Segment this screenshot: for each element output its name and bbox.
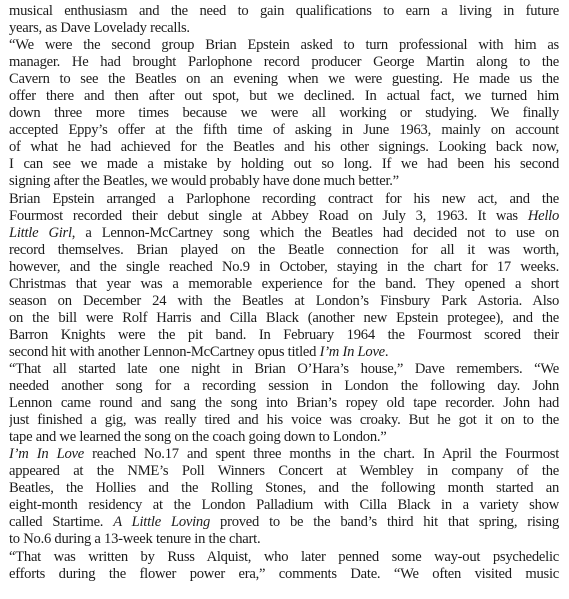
- text-run: Beatles, the Hollies and the Rolling Stones, and the following month started an: [9, 480, 559, 497]
- italic-title: Hello: [527, 207, 559, 224]
- text-line: [9, 293, 559, 310]
- text-run: .: [384, 343, 389, 360]
- text-line: [9, 122, 559, 139]
- text-line: [9, 361, 559, 378]
- text-run: Fourmost recorded their debut single at Abbey Road on July 3, 1963. It was: [9, 207, 528, 224]
- text-run: to No.6 during a 13-week tenure in the chart.: [9, 531, 261, 548]
- text-line: [9, 549, 559, 566]
- text-line: [9, 566, 559, 583]
- italic-title: A Little Loving: [113, 514, 211, 531]
- text-line: [9, 191, 559, 208]
- text-line: [9, 344, 559, 361]
- text-run: Barron Knights were the pit band. In February 1964 the Fourmost scored their: [9, 326, 559, 343]
- text-line: [9, 139, 559, 156]
- text-line: [9, 531, 559, 548]
- italic-title: I’m In Love: [9, 446, 84, 463]
- text-line: [9, 3, 559, 20]
- text-run: second hit with another Lennon-McCartney opus titled: [9, 343, 320, 360]
- text-line: [9, 88, 559, 105]
- text-line: [9, 480, 559, 497]
- text-run: tape and we learned the song on the coach going down to London.”: [9, 429, 387, 446]
- text-run: manager. He had brought Parlophone record producer George Martin along to the: [9, 54, 559, 71]
- text-run: however, and the single reached No.9 in October, staying in the chart for 17 weeks.: [9, 258, 559, 275]
- text-line: [9, 463, 559, 480]
- text-run: offer there and then after out spot, but we declined. In actual fact, we turned him: [9, 88, 559, 105]
- text-run: Brian Epstein arranged a Parlophone recording contract for his new act, and the: [9, 190, 559, 207]
- text-line: [9, 514, 559, 531]
- text-run: appeared at the NME’s Poll Winners Concert at Wembley in company of the: [9, 463, 559, 480]
- text-run: just finished a gig, was really tired and his voice was croaky. But he got it on to the: [9, 412, 559, 429]
- text-line: [9, 259, 559, 276]
- text-line: [9, 497, 559, 514]
- text-run: signing after the Beatles, we would probably have done much better.”: [9, 173, 399, 190]
- text-run: on the bill were Rolf Harris and Cilla Black (another new Epstein protegee), and the: [9, 309, 559, 326]
- text-line: [9, 105, 559, 122]
- text-line: [9, 378, 559, 395]
- text-run: Cavern to see the Beatles on an evening when we were guesting. He made us the: [9, 71, 559, 88]
- text-run: I can see we made a mistake by holding out so long. If we had been his second: [9, 156, 559, 173]
- text-line: [9, 429, 559, 446]
- text-line: [9, 242, 559, 259]
- text-line: [9, 20, 559, 37]
- text-run: Lennon came round and sang the song into Brian’s ropey old tape recorder. John had: [9, 395, 559, 412]
- text-run: eight-month residency at the London Palladium with Cilla Black in a variety show: [9, 497, 559, 514]
- text-line: [9, 446, 559, 463]
- text-run: years, as Dave Lovelady recalls.: [9, 20, 190, 37]
- text-line: [9, 208, 559, 225]
- text-run: “We were the second group Brian Epstein asked to turn professional with him as: [9, 37, 559, 54]
- text-run: proved to be the band’s third hit that spring, rising: [210, 514, 559, 531]
- italic-title: Little Girl: [9, 224, 72, 241]
- text-run: reached No.17 and spent three months in the chart. In April the Fourmost: [83, 446, 559, 463]
- text-run: efforts during the flower power era,” comments Date. “We often visited music: [9, 565, 559, 582]
- text-line: [9, 37, 559, 54]
- text-line: [9, 225, 559, 242]
- text-line: [9, 412, 559, 429]
- italic-title: I’m In Love: [319, 343, 385, 360]
- article-body: [9, 3, 559, 583]
- text-line: [9, 327, 559, 344]
- text-line: [9, 310, 559, 327]
- text-run: “That all started late one night in Brian O’Hara’s house,” Dave remembers. “We: [9, 360, 559, 377]
- text-run: “That was written by Russ Alquist, who later penned some way-out psychedelic: [9, 548, 559, 565]
- text-run: needed another song for a recording session in London the following day. John: [9, 378, 559, 395]
- text-run: called Startime.: [9, 514, 114, 531]
- text-line: [9, 156, 559, 173]
- text-run: of what he had achieved for the Beatles and his other signings. Looking back now,: [9, 139, 559, 156]
- text-run: record themselves. Brian played on the Beatle connection for all it was worth,: [9, 241, 559, 258]
- text-line: [9, 71, 559, 88]
- text-run: season on December 24 with the Beatles at London’s Finsbury Park Astoria. Also: [9, 292, 559, 309]
- text-line: [9, 395, 559, 412]
- text-run: accepted Eppy’s offer at the fifth time of asking in June 1963, mainly on account: [9, 122, 559, 139]
- text-line: [9, 276, 559, 293]
- text-run: down three more times because we were all working or studying. We finally: [9, 105, 559, 122]
- text-line: [9, 173, 559, 190]
- text-line: [9, 54, 559, 71]
- text-run: , a Lennon-McCartney song which the Beatles had decided not to use on: [71, 224, 559, 241]
- text-run: Christmas that year was a memorable experience for the band. They opened a short: [9, 275, 559, 292]
- text-run: musical enthusiasm and the need to gain qualifications to earn a living in future: [9, 3, 559, 19]
